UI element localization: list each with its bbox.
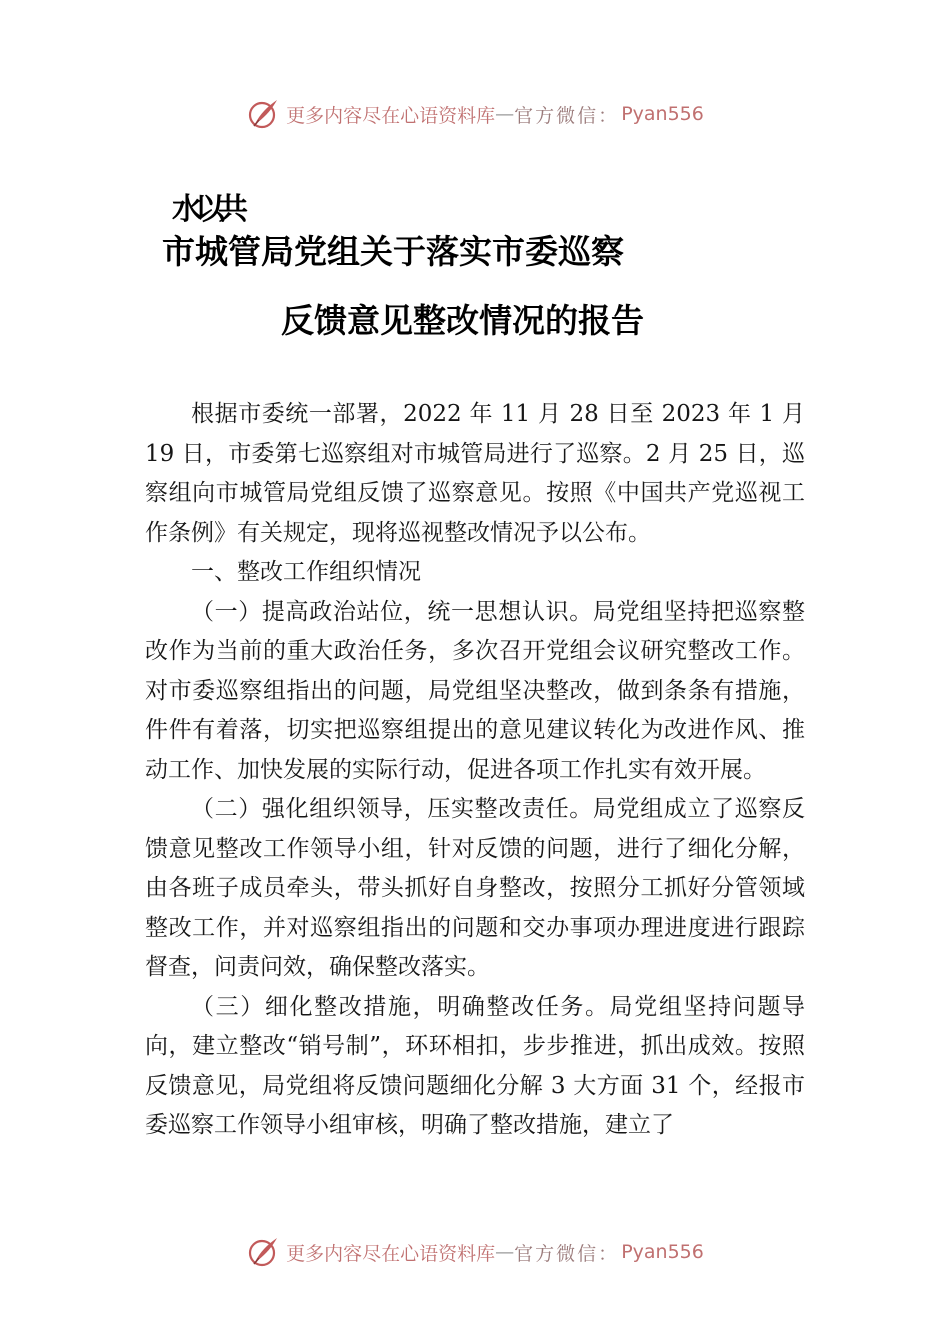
header-watermark bbox=[0, 94, 950, 134]
watermark-label: 官方微信： bbox=[514, 1242, 620, 1265]
watermark-site: 更多内容尽在心语资料库 bbox=[286, 104, 496, 127]
quill-pen-logo-icon bbox=[246, 1235, 280, 1269]
watermark-wechat-id: Pyan556 bbox=[621, 103, 704, 125]
watermark-label: 官方微信： bbox=[514, 104, 620, 127]
section-heading-1: 一、整改工作组织情况 bbox=[191, 559, 421, 585]
watermark-site: 更多内容尽在心语资料库 bbox=[286, 1242, 496, 1265]
document-title-line-1: 市城管局党组关于落实市委巡察 bbox=[162, 232, 624, 271]
watermark-wechat-id: Pyan556 bbox=[621, 1241, 704, 1263]
watermark-separator: — bbox=[495, 103, 515, 125]
watermark-separator: — bbox=[495, 1241, 515, 1263]
overlapping-stamp-text: 水以共 bbox=[172, 192, 241, 227]
document-title-line-2: 反馈意见整改情况的报告 bbox=[281, 301, 644, 340]
footer-watermark bbox=[0, 1232, 950, 1272]
paragraph-intro: 根据市委统一部署，2022 年 11 月 28 日至 2023 年 1 月 19 日，市委第七巡察组对市城管局进行了巡察。2 月 25 日，巡察组向市城管局党组反馈了巡察意见。按照《中国共产党巡视工作条例》有关规定，现将巡视整改情况予以公布。 bbox=[145, 401, 805, 546]
quill-pen-logo-icon bbox=[246, 97, 280, 131]
paragraph-item-3: （三）细化整改措施，明确整改任务。局党组坚持问题导向，建立整改“销号制”，环环相扣，步步推进，抓出成效。按照反馈意见，局党组将反馈问题细化分解 3 大方面 31 个，经报市委巡察工作领导小组审核，明确了整改措施，建立了 bbox=[145, 993, 805, 1138]
paragraph-item-2: （二）强化组织领导，压实整改责任。局党组成立了巡察反馈意见整改工作领导小组，针对反馈的问题，进行了细化分解，由各班子成员牵头，带头抓好自身整改，按照分工抓好分管领域整改工作，并对巡察组指出的问题和交办事项办理进度进行跟踪督查，问责问效，确保整改落实。 bbox=[145, 796, 805, 980]
paragraph-item-1: （一）提高政治站位，统一思想认识。局党组坚持把巡察整改作为当前的重大政治任务，多次召开党组会议研究整改工作。对市委巡察组指出的问题，局党组坚决整改，做到条条有措施，件件有着落，切实把巡察组提出的意见建议转化为改进作风、推动工作、加快发展的实际行动，促进各项工作扎实有效开展。 bbox=[145, 598, 805, 783]
document-body bbox=[145, 395, 805, 1146]
